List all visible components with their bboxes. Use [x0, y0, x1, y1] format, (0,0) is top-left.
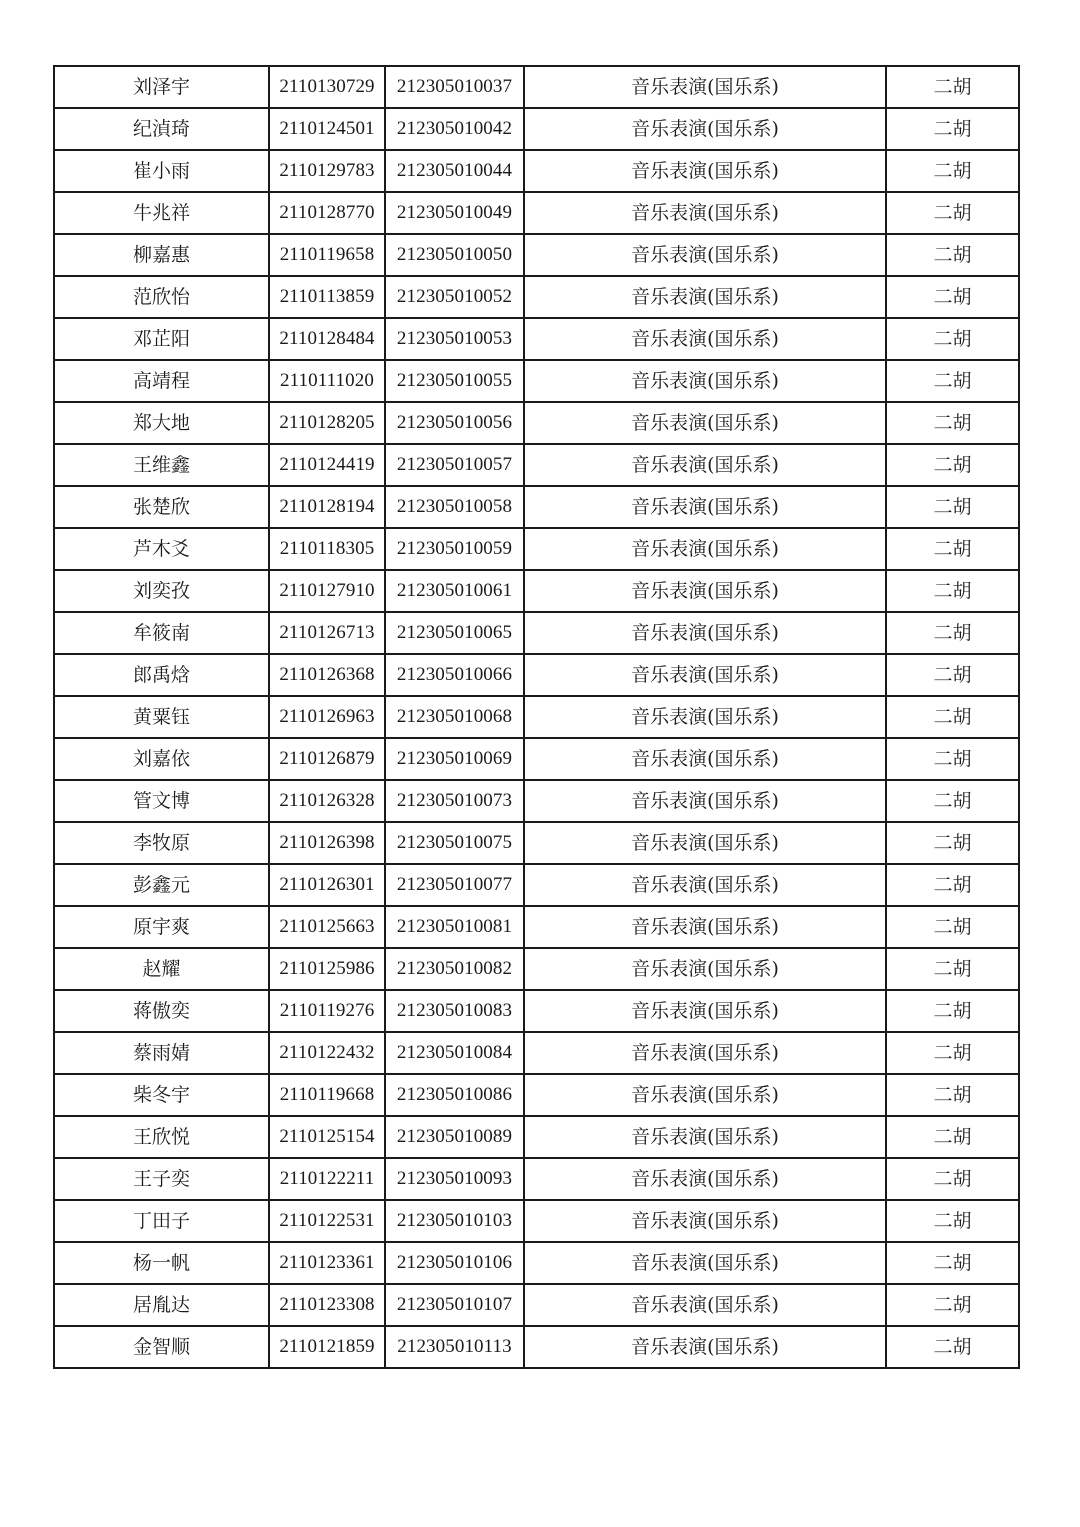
major-cell: 音乐表演(国乐系) [524, 192, 886, 234]
instrument-cell: 二胡 [886, 738, 1019, 780]
instrument-cell: 二胡 [886, 150, 1019, 192]
candidate-number-cell: 2110125154 [269, 1116, 385, 1158]
table-row [54, 528, 1019, 570]
major-cell: 音乐表演(国乐系) [524, 612, 886, 654]
table-row [54, 570, 1019, 612]
table-row [54, 1116, 1019, 1158]
student-name-cell: 赵耀 [54, 948, 269, 990]
table-row [54, 444, 1019, 486]
student-name-cell: 李牧原 [54, 822, 269, 864]
instrument-cell: 二胡 [886, 402, 1019, 444]
instrument-cell: 二胡 [886, 570, 1019, 612]
instrument-cell: 二胡 [886, 1158, 1019, 1200]
instrument-cell: 二胡 [886, 612, 1019, 654]
table-row [54, 990, 1019, 1032]
student-name-cell: 牟筱南 [54, 612, 269, 654]
major-cell: 音乐表演(国乐系) [524, 234, 886, 276]
student-name-cell: 刘嘉依 [54, 738, 269, 780]
major-cell: 音乐表演(国乐系) [524, 276, 886, 318]
table-row [54, 1200, 1019, 1242]
major-cell: 音乐表演(国乐系) [524, 780, 886, 822]
candidate-number-cell: 2110121859 [269, 1326, 385, 1368]
exam-number-cell: 212305010077 [385, 864, 524, 906]
exam-number-cell: 212305010086 [385, 1074, 524, 1116]
instrument-cell: 二胡 [886, 654, 1019, 696]
student-name-cell: 居胤达 [54, 1284, 269, 1326]
instrument-cell: 二胡 [886, 696, 1019, 738]
student-name-cell: 王维鑫 [54, 444, 269, 486]
major-cell: 音乐表演(国乐系) [524, 1284, 886, 1326]
instrument-cell: 二胡 [886, 360, 1019, 402]
candidate-number-cell: 2110123308 [269, 1284, 385, 1326]
exam-number-cell: 212305010052 [385, 276, 524, 318]
student-name-cell: 丁田子 [54, 1200, 269, 1242]
instrument-cell: 二胡 [886, 192, 1019, 234]
table-row [54, 276, 1019, 318]
table-row [54, 108, 1019, 150]
major-cell: 音乐表演(国乐系) [524, 444, 886, 486]
exam-number-cell: 212305010055 [385, 360, 524, 402]
exam-number-cell: 212305010037 [385, 66, 524, 108]
exam-number-cell: 212305010093 [385, 1158, 524, 1200]
exam-number-cell: 212305010065 [385, 612, 524, 654]
major-cell: 音乐表演(国乐系) [524, 1074, 886, 1116]
student-name-cell: 崔小雨 [54, 150, 269, 192]
table-row [54, 822, 1019, 864]
major-cell: 音乐表演(国乐系) [524, 108, 886, 150]
major-cell: 音乐表演(国乐系) [524, 696, 886, 738]
candidate-number-cell: 2110113859 [269, 276, 385, 318]
candidate-number-cell: 2110122531 [269, 1200, 385, 1242]
major-cell: 音乐表演(国乐系) [524, 1116, 886, 1158]
table-row [54, 906, 1019, 948]
candidate-number-cell: 2110119276 [269, 990, 385, 1032]
student-name-cell: 范欣怡 [54, 276, 269, 318]
table-row [54, 1326, 1019, 1368]
student-name-cell: 芦木爻 [54, 528, 269, 570]
major-cell: 音乐表演(国乐系) [524, 738, 886, 780]
candidate-number-cell: 2110118305 [269, 528, 385, 570]
student-name-cell: 邓芷阳 [54, 318, 269, 360]
table-body [54, 66, 1019, 1368]
major-cell: 音乐表演(国乐系) [524, 66, 886, 108]
instrument-cell: 二胡 [886, 444, 1019, 486]
candidate-number-cell: 2110119668 [269, 1074, 385, 1116]
candidate-number-cell: 2110125986 [269, 948, 385, 990]
table-row [54, 1032, 1019, 1074]
exam-number-cell: 212305010059 [385, 528, 524, 570]
table-row [54, 1074, 1019, 1116]
instrument-cell: 二胡 [886, 1116, 1019, 1158]
exam-number-cell: 212305010081 [385, 906, 524, 948]
major-cell: 音乐表演(国乐系) [524, 1242, 886, 1284]
exam-number-cell: 212305010113 [385, 1326, 524, 1368]
instrument-cell: 二胡 [886, 234, 1019, 276]
table-row [54, 654, 1019, 696]
major-cell: 音乐表演(国乐系) [524, 822, 886, 864]
table-row [54, 1158, 1019, 1200]
exam-number-cell: 212305010049 [385, 192, 524, 234]
major-cell: 音乐表演(国乐系) [524, 570, 886, 612]
student-name-cell: 刘奕孜 [54, 570, 269, 612]
candidate-number-cell: 2110126879 [269, 738, 385, 780]
exam-number-cell: 212305010082 [385, 948, 524, 990]
student-name-cell: 王欣悦 [54, 1116, 269, 1158]
student-name-cell: 纪湞琦 [54, 108, 269, 150]
major-cell: 音乐表演(国乐系) [524, 1326, 886, 1368]
instrument-cell: 二胡 [886, 1326, 1019, 1368]
major-cell: 音乐表演(国乐系) [524, 990, 886, 1032]
exam-number-cell: 212305010083 [385, 990, 524, 1032]
major-cell: 音乐表演(国乐系) [524, 1032, 886, 1074]
candidate-number-cell: 2110126398 [269, 822, 385, 864]
major-cell: 音乐表演(国乐系) [524, 1158, 886, 1200]
instrument-cell: 二胡 [886, 906, 1019, 948]
candidate-number-cell: 2110125663 [269, 906, 385, 948]
exam-number-cell: 212305010044 [385, 150, 524, 192]
instrument-cell: 二胡 [886, 1032, 1019, 1074]
table-row [54, 738, 1019, 780]
major-cell: 音乐表演(国乐系) [524, 1200, 886, 1242]
candidate-number-cell: 2110122211 [269, 1158, 385, 1200]
table-row [54, 780, 1019, 822]
major-cell: 音乐表演(国乐系) [524, 654, 886, 696]
table-row [54, 150, 1019, 192]
instrument-cell: 二胡 [886, 108, 1019, 150]
candidate-number-cell: 2110126963 [269, 696, 385, 738]
major-cell: 音乐表演(国乐系) [524, 150, 886, 192]
table-row [54, 696, 1019, 738]
exam-number-cell: 212305010068 [385, 696, 524, 738]
table-row [54, 360, 1019, 402]
candidate-number-cell: 2110128194 [269, 486, 385, 528]
exam-number-cell: 212305010075 [385, 822, 524, 864]
student-name-cell: 蒋傲奕 [54, 990, 269, 1032]
instrument-cell: 二胡 [886, 1200, 1019, 1242]
exam-number-cell: 212305010050 [385, 234, 524, 276]
table-row [54, 948, 1019, 990]
student-name-cell: 刘泽宇 [54, 66, 269, 108]
exam-number-cell: 212305010042 [385, 108, 524, 150]
table-row [54, 66, 1019, 108]
instrument-cell: 二胡 [886, 276, 1019, 318]
student-name-cell: 郑大地 [54, 402, 269, 444]
student-list-table [53, 65, 1020, 1369]
exam-number-cell: 212305010057 [385, 444, 524, 486]
table-row [54, 864, 1019, 906]
table-row [54, 402, 1019, 444]
major-cell: 音乐表演(国乐系) [524, 318, 886, 360]
table-row [54, 612, 1019, 654]
candidate-number-cell: 2110126713 [269, 612, 385, 654]
instrument-cell: 二胡 [886, 990, 1019, 1032]
student-list-table-container [53, 65, 1018, 1369]
exam-number-cell: 212305010084 [385, 1032, 524, 1074]
exam-number-cell: 212305010061 [385, 570, 524, 612]
exam-number-cell: 212305010056 [385, 402, 524, 444]
table-row [54, 1284, 1019, 1326]
exam-number-cell: 212305010106 [385, 1242, 524, 1284]
student-name-cell: 杨一帆 [54, 1242, 269, 1284]
exam-number-cell: 212305010107 [385, 1284, 524, 1326]
instrument-cell: 二胡 [886, 780, 1019, 822]
instrument-cell: 二胡 [886, 528, 1019, 570]
student-name-cell: 高靖程 [54, 360, 269, 402]
candidate-number-cell: 2110123361 [269, 1242, 385, 1284]
student-name-cell: 原宇爽 [54, 906, 269, 948]
major-cell: 音乐表演(国乐系) [524, 486, 886, 528]
table-row [54, 234, 1019, 276]
student-name-cell: 彭鑫元 [54, 864, 269, 906]
candidate-number-cell: 2110126368 [269, 654, 385, 696]
table-row [54, 1242, 1019, 1284]
candidate-number-cell: 2110129783 [269, 150, 385, 192]
table-row [54, 192, 1019, 234]
student-name-cell: 蔡雨婧 [54, 1032, 269, 1074]
candidate-number-cell: 2110122432 [269, 1032, 385, 1074]
exam-number-cell: 212305010066 [385, 654, 524, 696]
student-name-cell: 金智顺 [54, 1326, 269, 1368]
major-cell: 音乐表演(国乐系) [524, 906, 886, 948]
instrument-cell: 二胡 [886, 1074, 1019, 1116]
instrument-cell: 二胡 [886, 1284, 1019, 1326]
major-cell: 音乐表演(国乐系) [524, 528, 886, 570]
candidate-number-cell: 2110128205 [269, 402, 385, 444]
exam-number-cell: 212305010058 [385, 486, 524, 528]
student-name-cell: 郎禹焓 [54, 654, 269, 696]
student-name-cell: 王子奕 [54, 1158, 269, 1200]
instrument-cell: 二胡 [886, 864, 1019, 906]
candidate-number-cell: 2110124419 [269, 444, 385, 486]
candidate-number-cell: 2110128484 [269, 318, 385, 360]
student-name-cell: 管文博 [54, 780, 269, 822]
candidate-number-cell: 2110126328 [269, 780, 385, 822]
instrument-cell: 二胡 [886, 822, 1019, 864]
candidate-number-cell: 2110128770 [269, 192, 385, 234]
student-name-cell: 张楚欣 [54, 486, 269, 528]
major-cell: 音乐表演(国乐系) [524, 402, 886, 444]
candidate-number-cell: 2110130729 [269, 66, 385, 108]
student-name-cell: 柳嘉惠 [54, 234, 269, 276]
instrument-cell: 二胡 [886, 1242, 1019, 1284]
student-name-cell: 黄粟钰 [54, 696, 269, 738]
candidate-number-cell: 2110119658 [269, 234, 385, 276]
instrument-cell: 二胡 [886, 318, 1019, 360]
instrument-cell: 二胡 [886, 66, 1019, 108]
candidate-number-cell: 2110124501 [269, 108, 385, 150]
exam-number-cell: 212305010069 [385, 738, 524, 780]
major-cell: 音乐表演(国乐系) [524, 948, 886, 990]
student-name-cell: 牛兆祥 [54, 192, 269, 234]
instrument-cell: 二胡 [886, 486, 1019, 528]
candidate-number-cell: 2110111020 [269, 360, 385, 402]
exam-number-cell: 212305010053 [385, 318, 524, 360]
exam-number-cell: 212305010089 [385, 1116, 524, 1158]
student-name-cell: 柴冬宇 [54, 1074, 269, 1116]
exam-number-cell: 212305010073 [385, 780, 524, 822]
major-cell: 音乐表演(国乐系) [524, 864, 886, 906]
candidate-number-cell: 2110127910 [269, 570, 385, 612]
candidate-number-cell: 2110126301 [269, 864, 385, 906]
exam-number-cell: 212305010103 [385, 1200, 524, 1242]
major-cell: 音乐表演(国乐系) [524, 360, 886, 402]
instrument-cell: 二胡 [886, 948, 1019, 990]
table-row [54, 318, 1019, 360]
table-row [54, 486, 1019, 528]
